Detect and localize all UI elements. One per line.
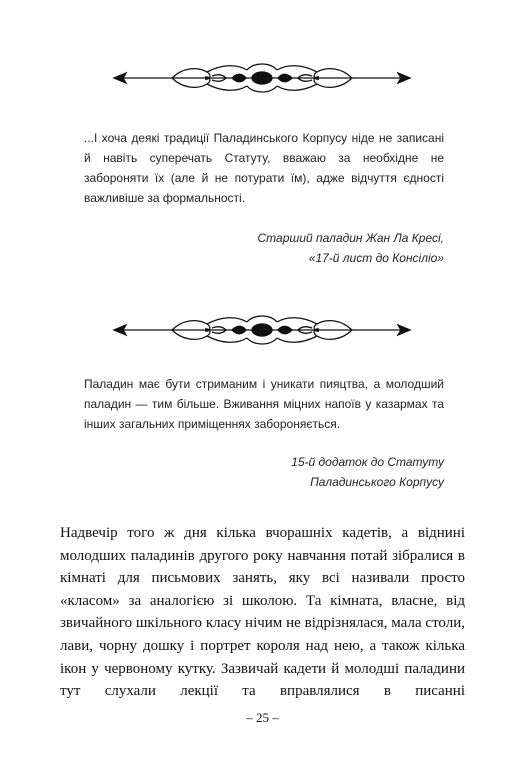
epigraph-2-source-line-2: Паладинського Корпусу (310, 475, 444, 489)
epigraph-2-attribution (144, 452, 444, 492)
epigraph-1-author: Старший паладин Жан Ла Кресі, (257, 231, 444, 245)
body-paragraph: Надвечір того ж дня кілька вчорашніх кадетів, а віднині молодших паладинів другого року навчання потай зібралися в кімнаті для письмових занять, яку всі називали просто «класом» за аналогією зі школою. Та кімната, власне, від звичайного шкільного класу нічим не відрізнялася, мала столи, лави, чорну дошку і портрет короля над нею, а також кілька ікон у червоному кутку. Зазвичай кадети й молодші паладини тут слухали лекції та вправлялися в писанні (60, 525, 465, 700)
ornament-divider-top (112, 58, 412, 98)
epigraph-1-text: ...І хоча деякі традиції Паладинського Корпусу ніде не записані й навіть суперечать Статуту, вважаю за необхідне не забороняти їх (але й не потурати їм), адже відчуття єдності важливіше за формальності. (84, 131, 444, 205)
epigraph-1-attribution (144, 228, 444, 268)
epigraph-1 (84, 128, 444, 208)
ornament-divider-middle (112, 310, 412, 350)
epigraph-2 (84, 374, 444, 434)
page-number: – 25 – (246, 710, 279, 725)
epigraph-2-text: Паладин має бути стриманим і уникати пияцтва, а молодший паладин — тим більше. Вживання міцних напоїв у казармах та інших загальних приміщеннях забороняється. (84, 377, 444, 431)
epigraph-2-source-line-1: 15-й додаток до Статуту (291, 455, 444, 469)
chapter-body (60, 522, 465, 703)
epigraph-1-source: «17-й лист до Консіліо» (308, 251, 444, 265)
